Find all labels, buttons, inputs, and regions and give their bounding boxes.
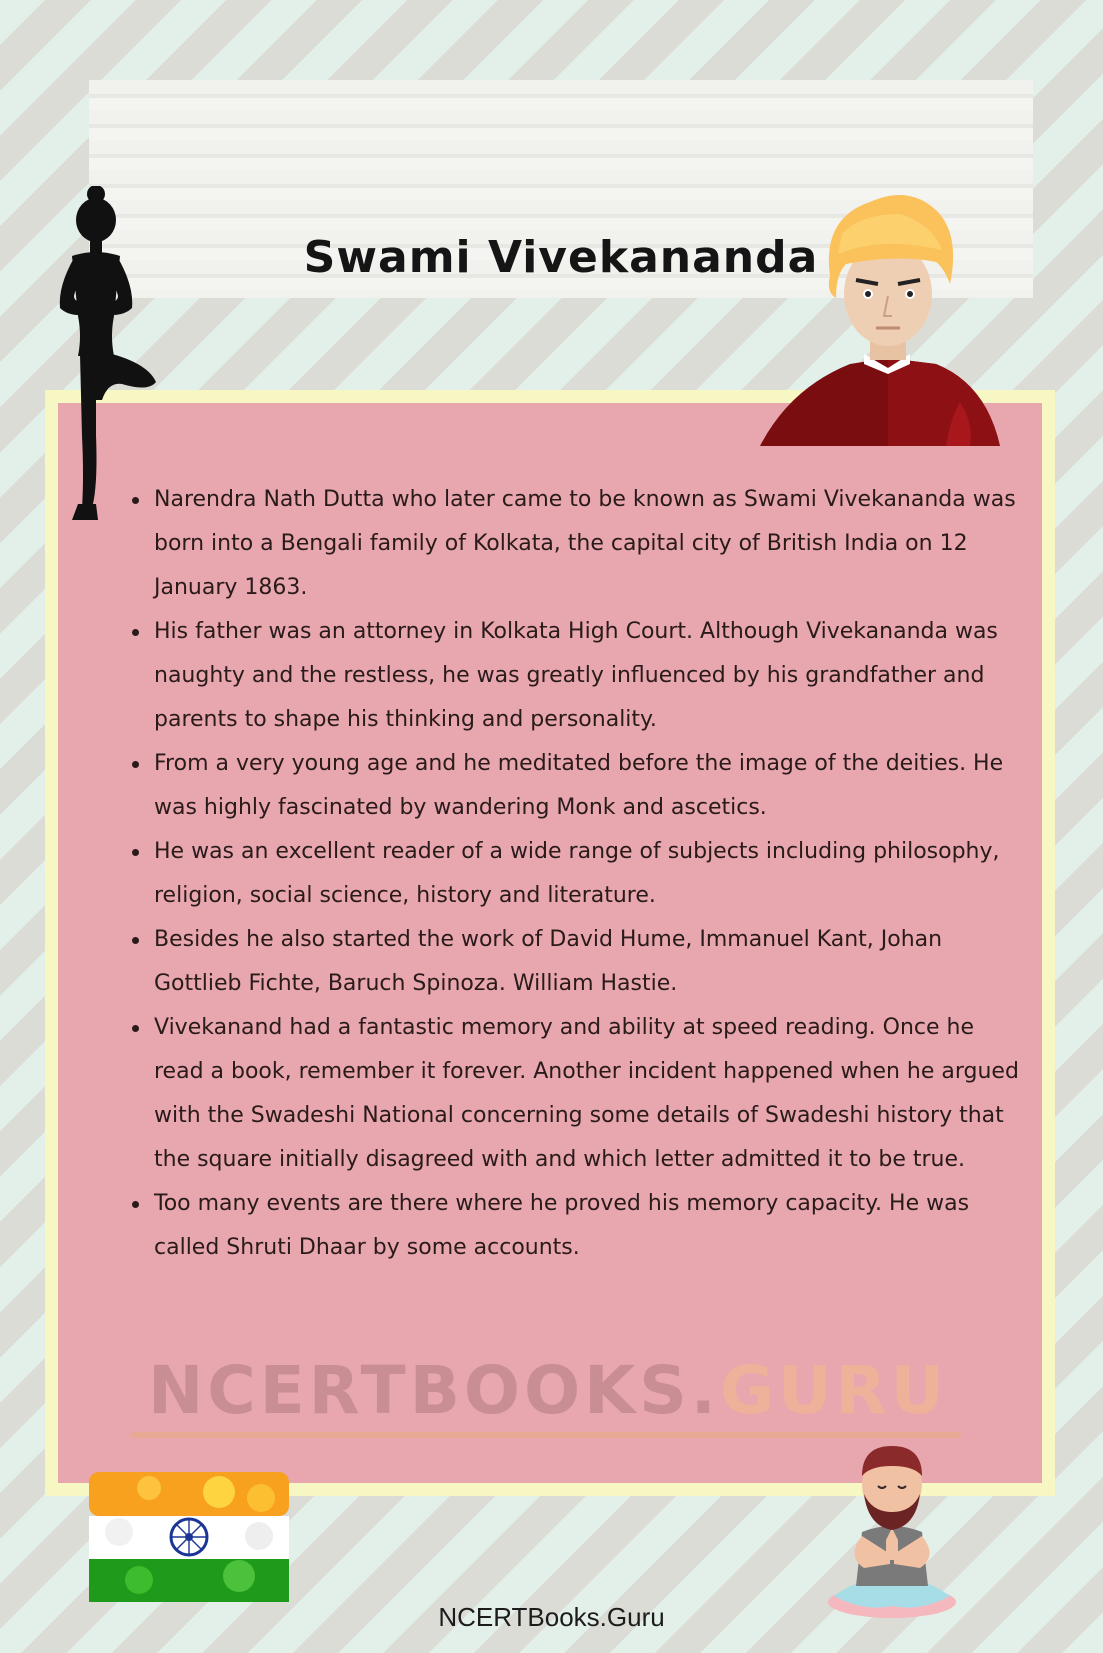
swami-portrait-icon	[760, 188, 1016, 446]
list-item: Narendra Nath Dutta who later came to be known as Swami Vivekananda was born into a Bengali family of Kolkata, the capital city of British India on 12 January 1863.	[127, 478, 1027, 610]
list-item: He was an excellent reader of a wide range of subjects including philosophy, religion, social science, history and literature.	[127, 830, 1027, 918]
facts-list	[127, 478, 1027, 1270]
watermark	[68, 1352, 1028, 1429]
list-item: Besides he also started the work of David Hume, Immanuel Kant, Johan Gottlieb Fichte, Baruch Spinoza. William Hastie.	[127, 918, 1027, 1006]
meditating-man-icon	[824, 1436, 960, 1620]
list-item: From a very young age and he meditated before the image of the deities. He was highly fascinated by wandering Monk and ascetics.	[127, 742, 1027, 830]
yoga-silhouette-icon	[52, 186, 170, 522]
indian-flag-icon	[89, 1472, 289, 1602]
watermark-main: NCERTBOOKS.	[147, 1352, 720, 1429]
page-title: Swami Vivekananda	[303, 232, 819, 283]
list-item: His father was an attorney in Kolkata High Court. Although Vivekananda was naughty and the restless, he was greatly influenced by his grandfather and parents to shape his thinking and personality.	[127, 610, 1027, 742]
watermark-suffix: GURU	[719, 1352, 949, 1429]
footer-site-name: NCERTBooks.Guru	[438, 1602, 665, 1632]
list-item: Too many events are there where he proved his memory capacity. He was called Shruti Dhaar by some accounts.	[127, 1182, 1027, 1270]
list-item: Vivekanand had a fantastic memory and ability at speed reading. Once he read a book, remember it forever. Another incident happened when he argued with the Swadeshi National concerning some details of Swadeshi history that the square initially disagreed with and which letter admitted it to be true.	[127, 1006, 1027, 1182]
